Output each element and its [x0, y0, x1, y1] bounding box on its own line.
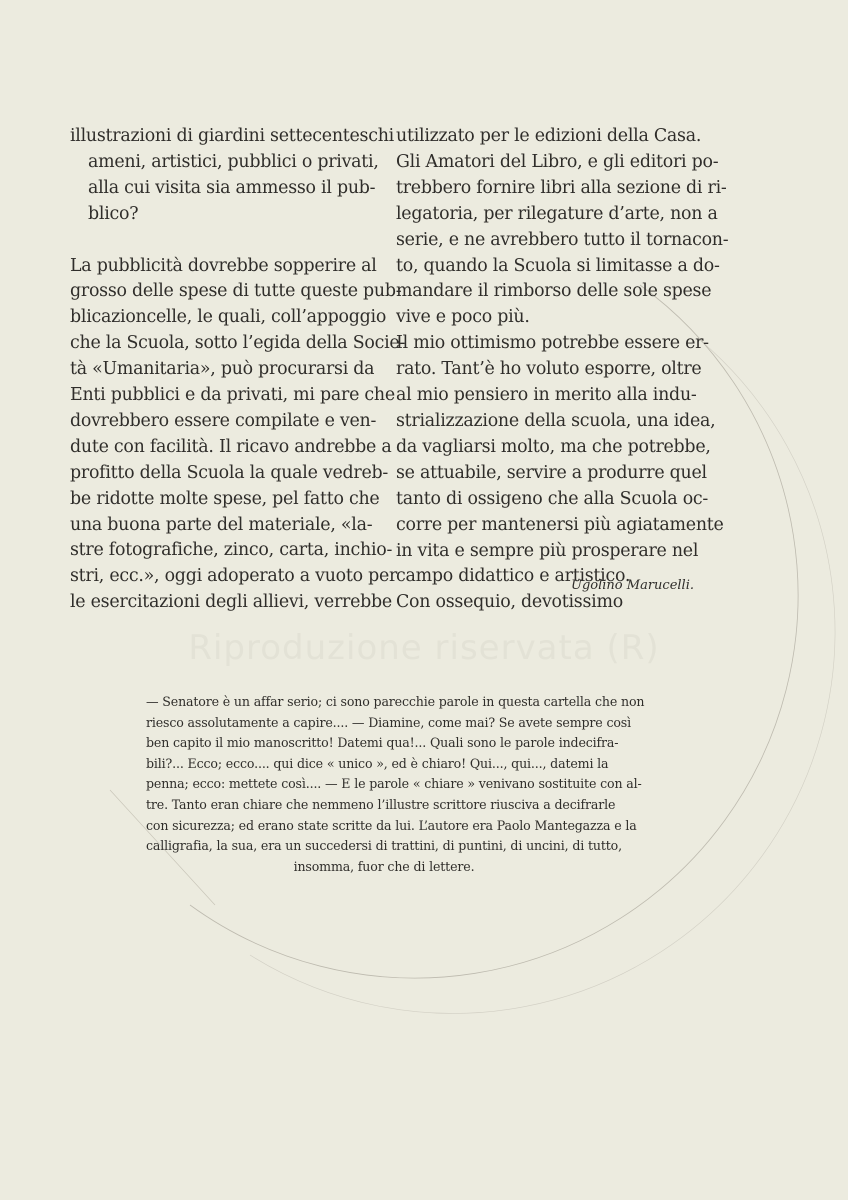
- footnote-line: — Senatore è un affar serio; ci sono parecchie parole in questa cartella che non: [146, 694, 645, 709]
- text-line: al mio pensiero in merito alla indu-: [396, 385, 697, 406]
- text-line: grosso delle spese di tutte queste pub-: [70, 281, 402, 302]
- signature: Ugolino Marucelli.: [571, 578, 694, 593]
- text-line: le esercitazioni degli allievi, verrebbe: [70, 592, 392, 613]
- text-line: in vita e sempre più prosperare nel: [396, 540, 699, 561]
- right-column: [396, 124, 729, 616]
- text-line: blico?: [88, 203, 139, 224]
- text-line: be ridotte molte spese, pel fatto che: [70, 488, 380, 509]
- text-line: dute con facilità. Il ricavo andrebbe a: [70, 436, 392, 457]
- text-line: una buona parte del materiale, «la-: [70, 514, 373, 535]
- text-line: Gli Amatori del Libro, e gli editori po-: [396, 151, 719, 172]
- text-line: se attuabile, servire a produrre quel: [396, 462, 707, 483]
- text-line: rato. Tant’è ho voluto esporre, oltre: [396, 359, 702, 380]
- text-line: ameni, artistici, pubblici o privati,: [88, 151, 379, 172]
- text-line: mandare il rimborso delle sole spese: [396, 281, 712, 302]
- text-line: La pubblicità dovrebbe sopperire al: [70, 255, 377, 276]
- text-line: dovrebbero essere compilate e ven-: [70, 410, 377, 431]
- text-line: da vagliarsi molto, ma che potrebbe,: [396, 436, 711, 457]
- text-line: campo didattico e artistico.: [396, 566, 631, 587]
- text-line: legatoria, per rilegature d’arte, non a: [396, 203, 718, 224]
- footnote-line: calligrafia, la sua, era un succedersi di trattini, di puntini, di uncini, di tutto,: [146, 838, 622, 854]
- footnote-line: insomma, fuor che di lettere.: [293, 858, 475, 874]
- watermark: Riproduzione riservata (R): [188, 628, 660, 668]
- footnote: [146, 692, 645, 877]
- footnote-line: riesco assolutamente a capire.... — Diamine, come mai? Se avete sempre così: [146, 714, 631, 730]
- text-line: to, quando la Scuola si limitasse a do-: [396, 255, 720, 276]
- footnote-line: bili?... Ecco; ecco.... qui dice « unico », ed è chiaro! Qui..., qui..., datemi la: [146, 755, 609, 771]
- footnote-line: penna; ecco: mettete così.... — E le parole « chiare » venivano sostituite con al-: [146, 776, 642, 792]
- text-line: strializzazione della scuola, una idea,: [396, 410, 716, 431]
- text-line: profitto della Scuola la quale vedreb-: [70, 462, 389, 483]
- text-line: tà «Umanitaria», può procurarsi da: [70, 359, 375, 380]
- text-line: Il mio ottimismo potrebbe essere er-: [396, 333, 709, 354]
- text-line: vive e poco più.: [396, 307, 530, 328]
- text-line: alla cui visita sia ammesso il pub-: [88, 177, 376, 198]
- text-line: serie, e ne avrebbero tutto il tornacon-: [396, 229, 729, 250]
- text-line: Enti pubblici e da privati, mi pare che: [70, 385, 395, 406]
- footnote-line: ben capito il mio manoscritto! Datemi qua!... Quali sono le parole indecifra-: [146, 735, 619, 751]
- text-line: Con ossequio, devotissimo: [396, 592, 623, 613]
- text-line: stri, ecc.», oggi adoperato a vuoto per: [70, 566, 398, 587]
- text-line: stre fotografiche, zinco, carta, inchio-: [70, 540, 393, 561]
- text-line: che la Scuola, sotto l’egida della Socie-: [70, 333, 406, 354]
- left-column: [70, 124, 406, 616]
- footnote-line: tre. Tanto eran chiare che nemmeno l’illustre scrittore riusciva a decifrarle: [146, 796, 616, 812]
- text-line: corre per mantenersi più agiatamente: [396, 514, 724, 535]
- text-line: utilizzato per le edizioni della Casa.: [396, 126, 702, 146]
- text-line: tanto di ossigeno che alla Scuola oc-: [396, 488, 709, 509]
- text-line: blicazioncelle, le quali, coll’appoggio: [70, 307, 387, 328]
- footnote-line: con sicurezza; ed erano state scritte da lui. L’autore era Paolo Mantegazza e la: [146, 817, 637, 833]
- text-line: illustrazioni di giardini settecenteschi: [70, 126, 394, 146]
- text-line: trebbero fornire libri alla sezione di ri-: [396, 177, 727, 198]
- paragraph-gap: [70, 228, 370, 254]
